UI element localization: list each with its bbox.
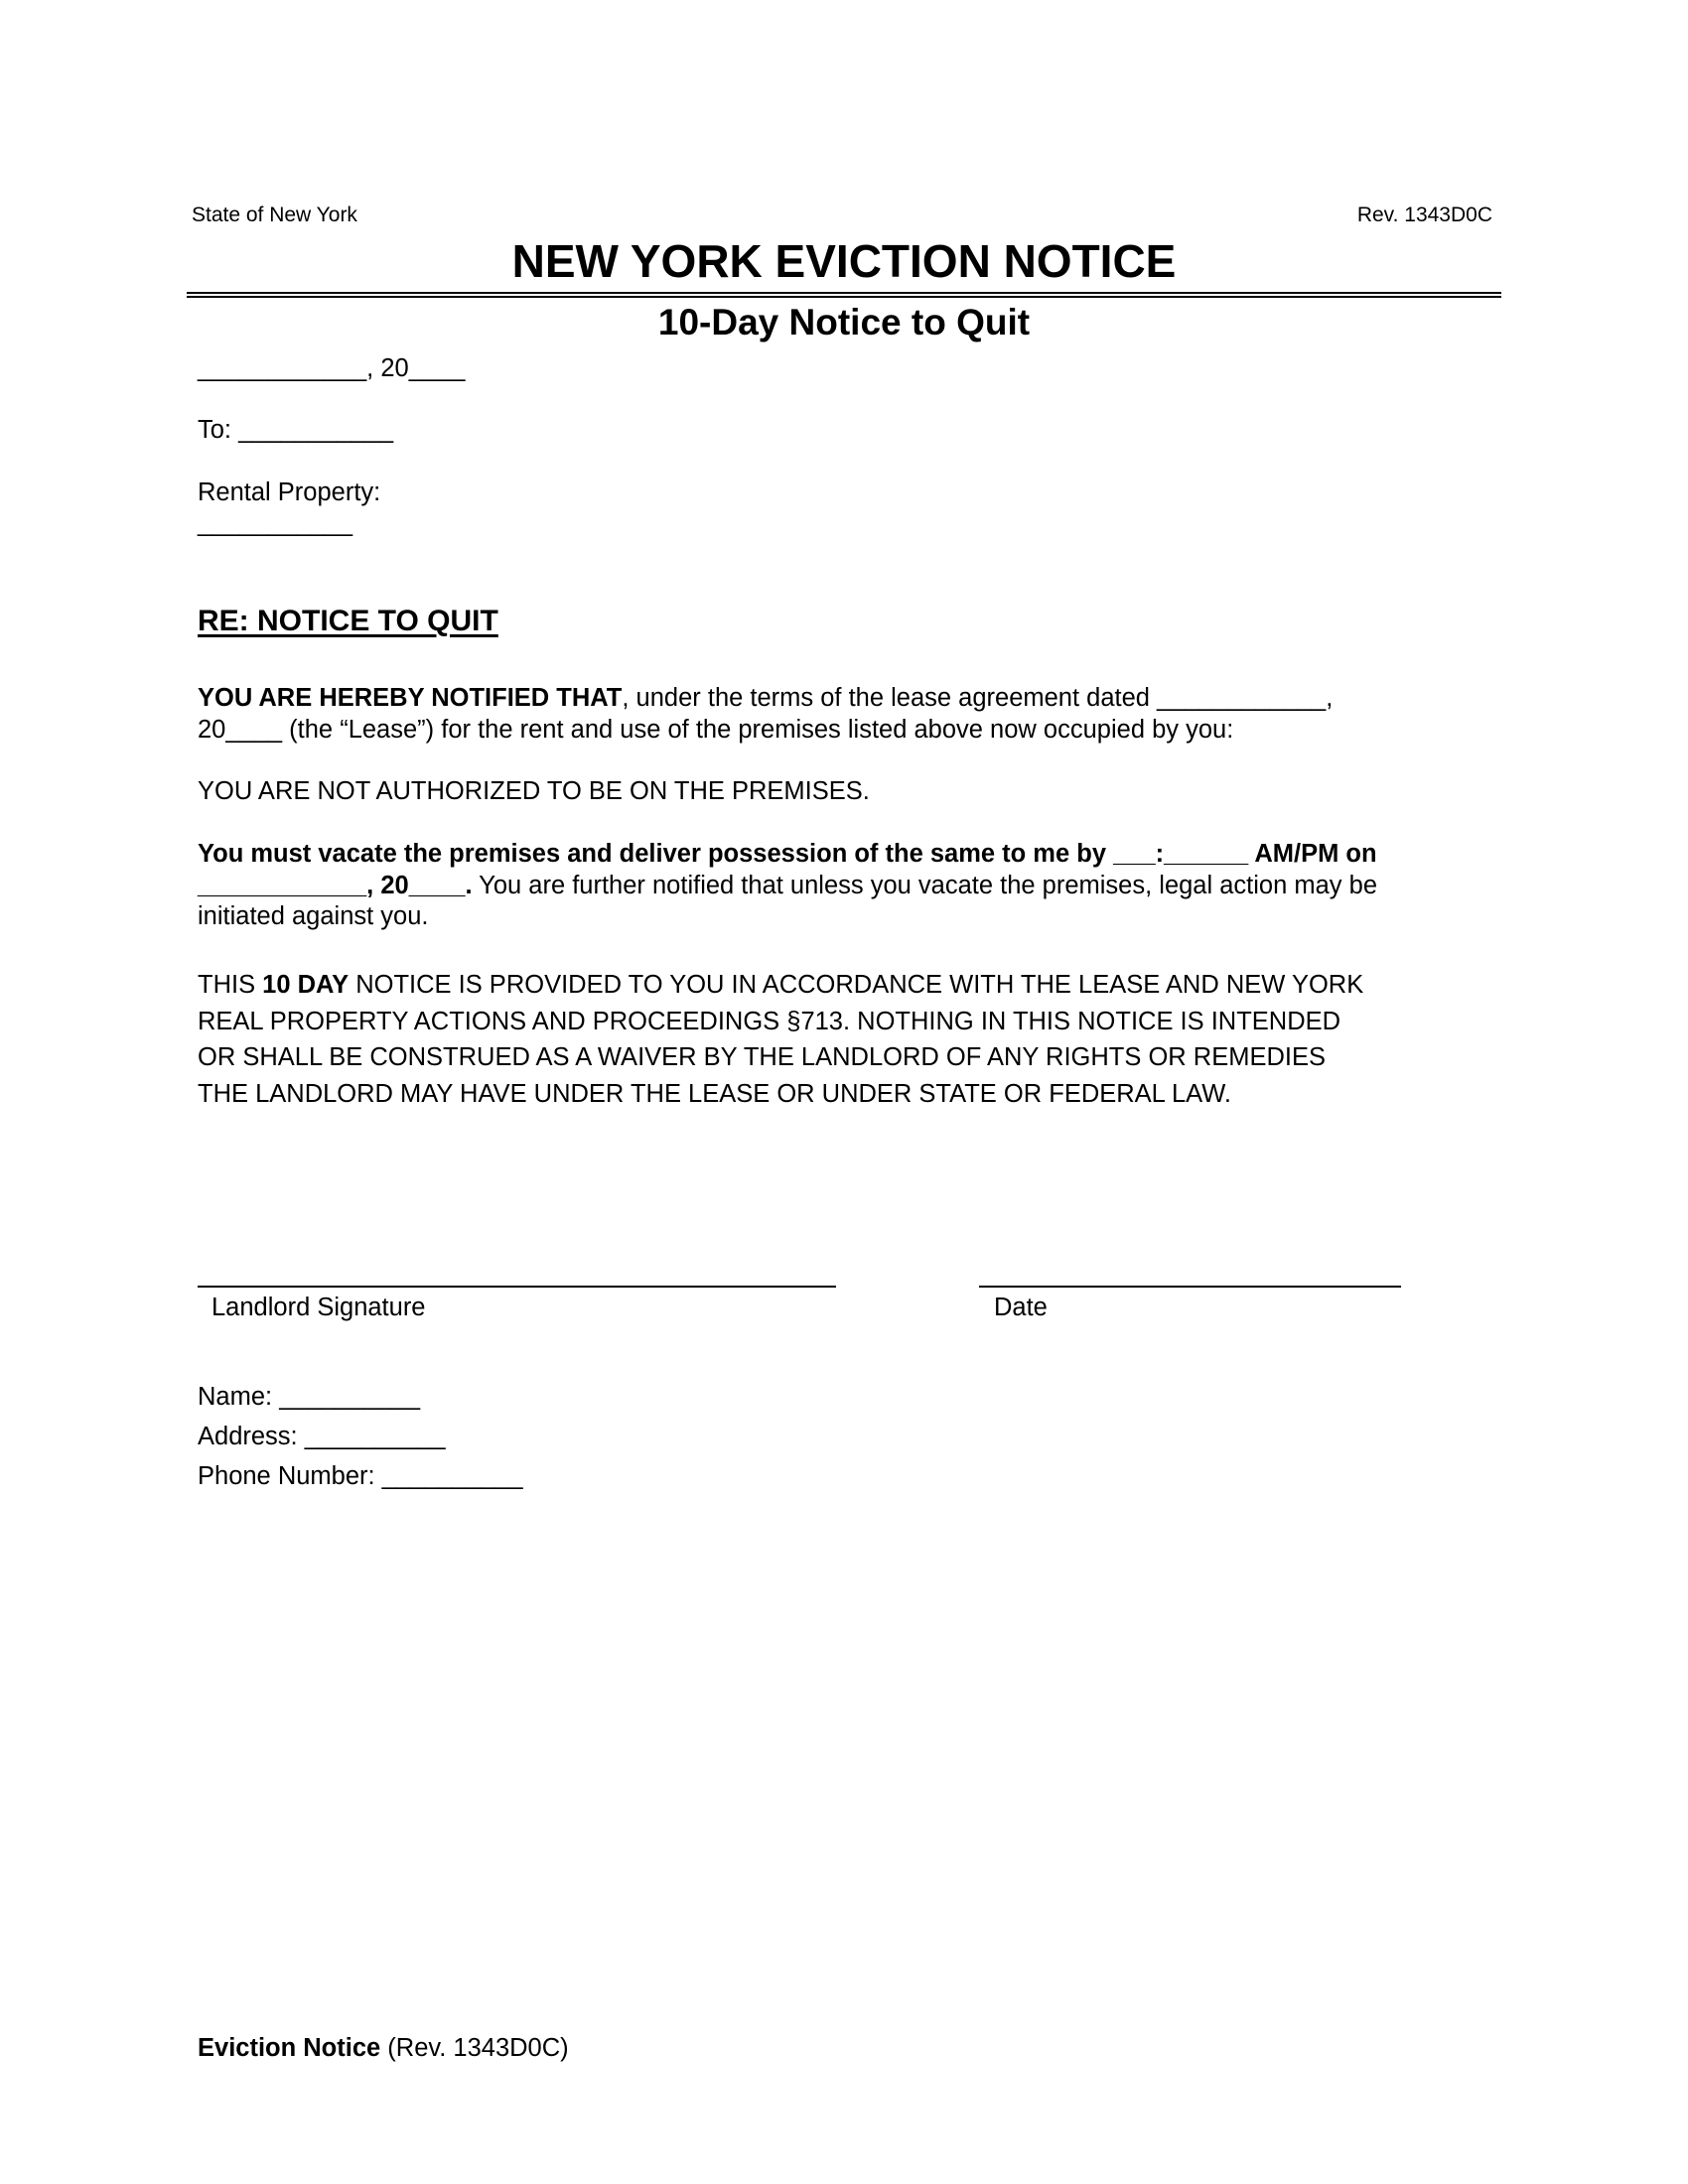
paragraph-lease-terms <box>198 683 1508 746</box>
landlord-signature-line[interactable] <box>198 1286 836 1288</box>
phone-field[interactable]: Phone Number: __________ <box>198 1462 523 1490</box>
footer-bold: Eviction Notice <box>198 2034 381 2062</box>
p4-line4: THE LANDLORD MAY HAVE UNDER THE LEASE OR UNDER STATE OR FEDERAL LAW. <box>198 1079 1231 1108</box>
page-title: NEW YORK EVICTION NOTICE <box>511 235 1177 287</box>
address-field[interactable]: Address: __________ <box>198 1423 446 1450</box>
rental-property-field[interactable]: ___________ <box>198 509 353 537</box>
title-rule-bottom <box>187 296 1501 298</box>
landlord-signature-label: Landlord Signature <box>211 1294 426 1321</box>
p3-line2-rest: You are further notified that unless you vacate the premises, legal action may be <box>472 871 1377 899</box>
page-footer <box>198 2033 569 2064</box>
date-label: Date <box>994 1294 1048 1321</box>
notified-bold: YOU ARE HEREBY NOTIFIED THAT <box>198 684 623 712</box>
p4-line1-rest: NOTICE IS PROVIDED TO YOU IN ACCORDANCE WITH THE LEASE AND NEW YORK <box>349 971 1364 999</box>
title-rule-top <box>187 292 1501 294</box>
section-heading: RE: NOTICE TO QUIT <box>198 605 498 637</box>
footer-revision: (Rev. 1343D0C) <box>380 2034 569 2062</box>
p3-line1: You must vacate the premises and deliver possession of the same to me by ___:______ AM/PM on <box>198 840 1377 868</box>
p1-line2: 20____ (the “Lease”) for the rent and use of the premises listed above now occupied by you: <box>198 715 1234 744</box>
p3-line2-bold: ____________, 20____. <box>198 871 473 899</box>
page-subtitle: 10-Day Notice to Quit <box>657 302 1031 342</box>
name-field[interactable]: Name: __________ <box>198 1383 421 1411</box>
p1-line1-rest: , under the terms of the lease agreement dated ____________, <box>622 684 1334 712</box>
to-field[interactable]: To: ___________ <box>198 416 394 444</box>
p4-prefix: THIS <box>198 971 263 999</box>
rental-property-label: Rental Property: <box>198 478 381 506</box>
p4-line2: REAL PROPERTY ACTIONS AND PROCEEDINGS §713. NOTHING IN THIS NOTICE IS INTENDED <box>198 1007 1341 1035</box>
paragraph-legal-notice <box>198 967 1508 1112</box>
p4-bold: 10 DAY <box>262 971 350 999</box>
paragraph-vacate <box>198 839 1508 933</box>
date-signature-line[interactable] <box>979 1286 1401 1288</box>
paragraph-not-authorized: YOU ARE NOT AUTHORIZED TO BE ON THE PREMISES. <box>198 777 870 805</box>
p3-line3: initiated against you. <box>198 902 429 930</box>
revision-label: Rev. 1343D0C <box>1356 204 1492 226</box>
p4-line3: OR SHALL BE CONSTRUED AS A WAIVER BY THE LANDLORD OF ANY RIGHTS OR REMEDIES <box>198 1043 1326 1071</box>
date-field[interactable]: ____________, 20____ <box>198 354 466 382</box>
state-label: State of New York <box>192 204 357 226</box>
